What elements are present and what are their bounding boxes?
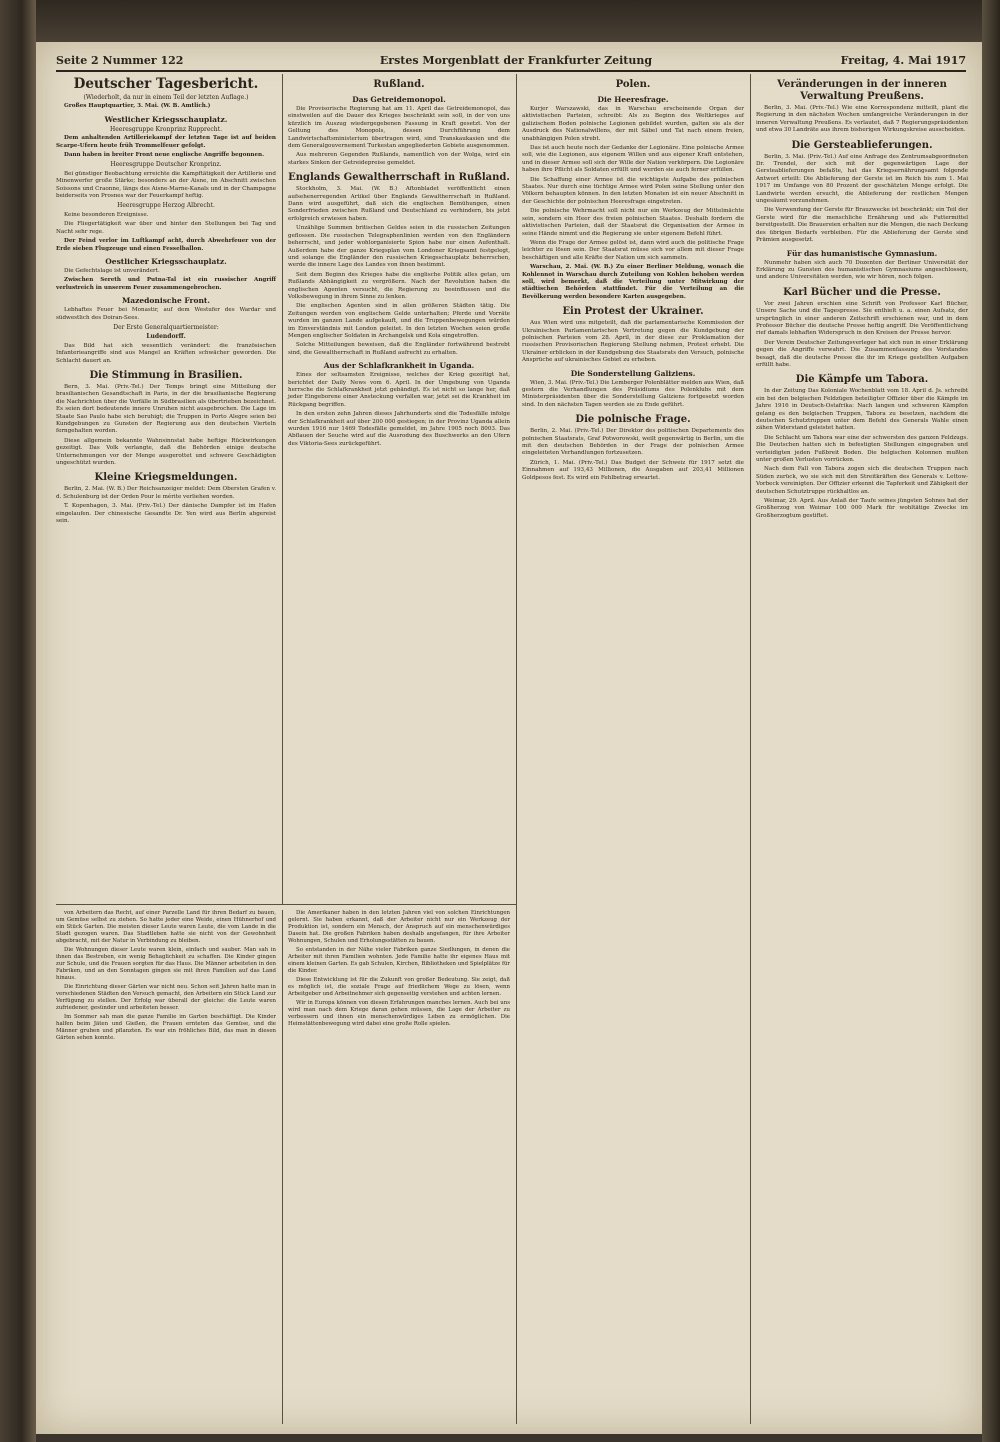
paragraph: Lebhaftes Feuer bei Monastir, auf dem Westufer des Wardar und südwestlich des Doiran-Sees. [56,307,276,321]
paragraph: Wir in Europa können von diesen Erfahrungen manches lernen. Auch bei uns wird man nach dem Kriege daran gehen müssen, die Lage der Arbeiter zu verbessern und ihnen ein menschenwürdiges Leben zu ermöglichen. Die Heimstättenbewegung wird dabei eine große Rolle spielen. [288,999,510,1027]
paragraph: Die Verwendung der Gerste für Brauzwecke ist beschränkt; ein Teil der Gerste wird für die menschliche Ernährung und als Futtermittel bereitgestellt. Die Brauereien erhalten nur die Mengen, die nach Deckung des übrigen Bedarfs verbleiben. Für die Ablieferung der Gerste sind Prämien ausgesetzt. [756,207,968,244]
article-title: Englands Gewaltherrschaft in Rußland. [288,172,510,184]
paragraph: Die Provisorische Regierung hat am 11. April das Getreidemonopol, das einstweilen auf die Dauer des Krieges beschränkt sein soll, in der von uns kürzlich im Auszug wiedergegebenen Fassung in Kraft gesetzt. Von der Geltung des Monopols, dessen Durchführung dem Landwirtschaftsministerium übertragen wird, sind Transkaukasien und die dem Generalgouvernement Turkestan angegliederten Gebiete ausgenommen. [288,106,510,150]
feuilleton-column-2 [288,910,510,1030]
paragraph: Die Gefechtslage ist unverändert. [64,267,160,274]
paragraph: Warschau, 2. Mai. (W. B.) Zu einer Berliner Meldung, wonach die Kohlennot in Warschau durch Zuteilung von Kohlen behoben werden soll, wird bemerkt, daß die Verteilung unter Mitwirkung der städtischen Behörden stattfindet. Für die Verteilung an die Bevölkerung werden besondere Karten ausgegeben. [522,264,744,300]
paragraph: Im Sommer sah man die ganze Familie im Garten beschäftigt. Die Kinder halfen beim Jäten und Gießen, die Frauen ernteten das Gemüse, und die Männer gruben und pflanzten. Es war ein fröhliches Bild, das man in diesen Gärten sehen konnte. [56,1013,276,1042]
column-3 [522,74,744,484]
section-heading: Westlicher Kriegsschauplatz. [104,114,228,124]
article-title: Die Stimmung in Brasilien. [89,369,243,381]
paragraph: Die Fliegertätigkeit war über und hinter den Stellungen bei Tag und Nacht sehr rege. [56,221,276,235]
signature-name: Ludendorff. [146,333,186,341]
paragraph: Bei günstiger Beobachtung erreichte die Kampftätigkeit der Artillerie und Minenwerfer große Stärke; besonders an der Aisne, im Abschnitt zwischen Soissons und Craonne, längs des Aisne-Marne-Kanals und in der Champagne beiderseits von Prosnes war der Feuerkampf heftig. [56,170,276,200]
page-number: Seite 2 Nummer 122 [56,54,184,67]
paragraph: Die Wohnungen dieser Leute waren klein, einfach und sauber. Man sah in ihnen das Bestreben, ein wenig Behaglichkeit zu schaffen. Die Kinder gingen zur Schule, und die Frauen sorgten für das Haus. Die Männer arbeiteten in den Fabriken, und an den Sonntagen gingen sie mit ihren Familien auf das Land hinaus. [56,946,276,982]
column-rule [750,74,751,1424]
column-4 [756,74,968,522]
feuilleton-column-1 [56,910,276,1044]
paper-title: Erstes Morgenblatt der Frankfurter Zeitung [379,54,653,67]
paragraph: Berlin, 3. Mai. (Priv.-Tel.) Auf eine Anfrage des Zentrumsabgeordneten Dr. Trendel, der sich mit der gegenwärtigen Lage der Gersteablieferungen befaßte, hat das Kriegsernährungsamt folgende Antwort erteilt: Die Ablieferung der Gerste ist im Reich bis zum 1. Mai 1917 im Umfange von 80 Prozent der geschätzten Menge erfolgt. Die Landwirte werden ersucht, die Ablieferung der restlichen Mengen ungesäumt vorzunehmen. [756,153,968,205]
article-title: Polen. [615,79,651,90]
book-binding [0,0,36,1442]
paragraph: Wenn die Frage der Armee gelöst ist, dann wird auch die politische Frage leichter zu lösen sein. Der Staatsrat müsse sich vor allem mit dieser Frage beschäftigen und alle Kräfte der Nation um sich sammeln. [522,239,744,261]
signature-title: Der Erste Generalquartiermeister: [113,323,219,331]
paragraph: Bern, 3. Mai. (Priv.-Tel.) Der Temps bringt eine Mitteilung der brasilianischen Gesandtschaft in Paris, in der die brasilianische Regierung die Nachrichten über die Vorfälle in Südbrasilien als übertrieben bezeichnet. Es seien dort bedeutende innere Unruhen nicht ausgebrochen. Die Lage im Staate Sao Paulo habe sich beruhigt; die Truppen in Porto Alegre seien bei Kundgebungen zu Gunsten der Regierung aus den deutschen Vierteln ferngehalten worden. [56,383,276,435]
article-subtitle: Das Getreidemonopol. [352,95,446,104]
article-title: Karl Bücher und die Presse. [783,286,941,298]
paragraph: Keine besonderen Ereignisse. [64,211,149,218]
army-group: Heeresgruppe Deutscher Kronprinz. [110,161,222,169]
paragraph: Aus mehreren Gegenden Rußlands, namentlich von der Wolga, wird ein starkes Sinken der Getreidepreise gemeldet. [288,152,510,166]
paragraph: Berlin, 2. Mai. (W. B.) Der Reichsanzeiger meldet: Dem Obersten Grafen v. d. Schulenburg ist der Orden Pour le mérite verliehen worden. [56,486,276,500]
masthead [56,52,966,72]
article-note: (Wiederholt, da nur in einem Teil der letzten Auflage.) [83,94,249,101]
paragraph: Das ist auch heute noch der Gedanke der Legionäre. Eine polnische Armee soll, wie die Legionen, aus eigenem Willen und aus eigener Kraft entstehen, und in dieser Armee soll sich der Wille der Nation verkörpern. Die Legionäre haben ihre Pflicht als Soldaten erfüllt und werden sie auch ferner erfüllen. [522,145,744,174]
army-group: Heeresgruppe Kronprinz Rupprecht. [110,125,222,133]
paragraph: Vor zwei Jahren erschien eine Schrift von Professor Karl Bücher, Unsere Sache und die Tagespresse. Sie enthielt u. a. einen Aufsatz, der ursprünglich in einer anderen Zeitschrift erschienen war, und in dem Professor Bücher die deutsche Presse heftig angriff. Die Veröffentlichung rief damals lebhaften Widerspruch in den Kreisen der Presse hervor. [756,300,968,337]
paragraph: Die Schlacht um Tabora war eine der schwersten des ganzen Feldzugs. Die Deutschen hatten sich in befestigten Stellungen eingegraben und verteidigten jeden Fußbreit Boden. Die belgischen Kolonnen mußten unter großen Verlusten vorrücken. [756,434,968,464]
column-rule [516,74,517,1424]
section-heading: Oestlicher Kriegsschauplatz. [105,256,227,266]
column-2 [288,74,510,450]
paragraph: Nunmehr haben sich auch 70 Dozenten der Berliner Universität der Erklärung zu Gunsten des humanistischen Gymnasiums angeschlossen, und andere Universitäten werden, wie wir hören, noch folgen. [756,259,968,281]
paragraph: Die Schaffung einer Armee ist die wichtigste Aufgabe des polnischen Staates. Nur durch eine tüchtige Armee wird Polen seine Stellung unter den Völkern behaupten können. In den letzten Monaten ist ein neuer Abschnitt in der Geschichte der polnischen Heeresfrage eingetreten. [522,176,744,205]
paragraph: von Arbeitern das Recht, auf einer Parzelle Land für ihren Bedarf zu bauen, um Gemüse selbst zu ziehen. So hatte jeder eine Weide, einen Hühnerhof und ein Stück Garten. Die meisten dieser Leute waren Leute, die vom Lande in die Stadt gezogen waren. Das Stadtleben hatte sie nicht von der Gewohnheit abgebracht, mit der Natur in Verbindung zu bleiben. [56,910,276,945]
column-rule [282,910,283,1424]
page-edge [982,0,1000,1442]
dateline: Großes Hauptquartier, 3. Mai. (W. B. Amtlich.) [64,103,211,110]
paragraph: Der Feind verlor im Luftkampf acht, durch Abwehrfeuer von der Erde sieben Flugzeuge und einen Fesselballon. [56,238,276,252]
article-subtitle: Die Heeresfrage. [597,95,669,104]
article-title: Die Kämpfe um Tabora. [795,374,929,386]
army-group: Heeresgruppe Herzog Albrecht. [117,202,215,210]
article-title: Deutscher Tagesbericht. [73,76,259,92]
paragraph: Dann haben in breiter Front neue englische Angriffe begonnen. [64,152,265,159]
paragraph: Zürich, 1. Mai. (Priv.-Tel.) Das Budget der Schweiz für 1917 setzt die Einnahmen auf 193,43 Millionen, die Ausgaben auf 203,41 Millionen Goldpesos fest. Es wird ein Fehlbetrag erwartet. [522,459,744,481]
column-rule [282,74,283,904]
paragraph: Die englischen Agenten sind in allen größeren Städten tätig. Die Zeitungen werden von englischem Gelde unterhalten; Pferde und Vorräte wurden im ganzen Lande aufgekauft, und die Truppenbewegungen würden im Einverständnis mit London geleitet. In den letzten Wochen seien große Mengen englischer Soldaten in Archangelsk und Kola eingetroffen. [288,303,510,339]
column-1 [56,74,276,527]
paragraph: Dem anhaltenden Artilleriekampf der letzten Tage ist auf beiden Scarpe-Ufern heute früh Trommelfeuer gefolgt. [56,135,276,149]
paragraph: Zwischen Sereth und Putna-Tal ist ein russischer Angriff verlustreich in unserem Feuer zusammengebrochen. [56,277,276,291]
article-title: Ein Protest der Ukrainer. [562,306,704,318]
paragraph: Das Bild hat sich wesentlich verändert: die französischen Infanterieangriffe sind aus Mangel an Kräften schwächer geworden. Die Schlacht dauert an. [56,342,276,364]
paragraph: Der Verein Deutscher Zeitungsverleger hat sich nun in einer Erklärung gegen die Angriffe verwahrt. Die Zusammenfassung des Vorstandes besagt, daß die deutsche Presse die ihr im Kriege gestellten Aufgaben erfüllt habe. [756,339,968,368]
article-title: Die Gersteablieferungen. [791,139,933,151]
paragraph: Kurjer Warszawski, das in Warschau erscheinende Organ der aktivistischen Parteien, schreibt: Als zu Beginn des Weltkrieges auf galizischem Boden polnische Legionen gebildet wurden, galten sie als der Ausdruck des Nationalwillens, der mit Säbel und Tat nach einem freien, unabhängigen Polen strebt. [522,106,744,142]
article-title: Für das humanistische Gymnasium. [786,248,938,258]
paragraph: Stockholm, 3. Mai. (W. B.) Aftonbladet veröffentlicht einen aufsehenerregenden Artikel über Englands Gewaltherrschaft in Rußland. Dann wird ausgeführt, daß sich die englischen Bemühungen, einen Sonderfrieden zwischen Rußland und Deutschland zu verhindern, bis jetzt erfolgreich erwiesen haben. [288,186,510,222]
feuilleton-rule [56,904,516,905]
article-title: Die polnische Frage. [575,414,691,426]
paragraph: Unzählige Summen britischen Geldes seien in die russischen Zeitungen geflossen. Die russischen Telegraphenlinien werden von den Engländern beherrscht, und jeder wohlorganisierte Spion habe nur einen Aufenthalt. Außerdem habe der ganze Kriegsplan vom Londoner Kriegsamt festgelegt, und solange die Engländer den russischen Kriegsschauplatz beherrschen, werde die innere Lage des Landes von ihnen bestimmt. [288,225,510,269]
article-title: Veränderungen in der inneren Verwaltung Preußens. [777,79,947,102]
paragraph: Eines der seltsamsten Ereignisse, welches der Krieg gezeitigt hat, berichtet der Daily News vom 6. April. In der Umgebung von Uganda herrsche die Schlafkrankheit jetzt gebändigt. Es ist nicht so lange her, daß jeder Eingeborene einer Ansteckung verfallen war, jetzt sei die Krankheit im Rückgang begriffen. [288,372,510,408]
paragraph: Nach dem Fall von Tabora zogen sich die deutschen Truppen nach Süden zurück, wo sie sich mit den Streitkräften des Generals v. Lettow-Vorbeck vereinigten. Der Offizier erkennt die Tapferkeit und Zähigkeit der deutschen Schutztruppe rückhaltlos an. [756,466,968,495]
article-title: Aus der Schlafkrankheit in Uganda. [323,361,475,371]
paragraph: Weimar, 29. April. Aus Anlaß der Taufe seines jüngsten Sohnes hat der Großherzog von Weimar 100 000 Mark für wohltätige Zwecke im Großherzogtum gestiftet. [756,498,968,519]
section-heading: Mazedonische Front. [121,296,211,306]
paragraph: Diese allgemein bekannte Wahnsinnstat habe heftige Rückwirkungen gezeitigt. Das Volk verlangte, daß die Behörden einige deutsche Unternehmungen vor der Menge ausgerottet und schwere Geschädigten ungeschützt wurden. [56,437,276,467]
paragraph: Diese Entwicklung ist für die Zukunft von großer Bedeutung. Sie zeigt, daß es möglich ist, die soziale Frage auf friedlichem Wege zu lösen, wenn Arbeitgeber und Arbeitnehmer sich gegenseitig verstehen und achten lernen. [288,976,510,998]
paragraph: Die Amerikaner haben in den letzten Jahren viel von solchen Einrichtungen gelernt. Sie haben erkannt, daß der Arbeiter nicht nur ein Werkzeug der Produktion ist, sondern ein Mensch, der Anspruch auf ein menschenwürdiges Dasein hat. Die großen Fabriken haben deshalb angefangen, für ihre Arbeiter Wohnungen, Schulen und Erholungsstätten zu bauen. [288,910,510,945]
paragraph: Die Einrichtung dieser Gärten war nicht neu. Schon seit Jahren hatte man in verschiedenen Städten den Versuch gemacht, den Arbeitern ein Stück Land zur Verfügung zu stellen. Der Erfolg war überall der gleiche: die Leute waren zufriedener, gesünder und arbeiteten besser. [56,983,276,1012]
paragraph: In der Zeitung Das Koloniale Wochenblatt vom 18. April d. Js. schreibt ein bei den belgischen Feldzügen beteiligter Offizier über die Kämpfe im Jahre 1916 in Deutsch-Ostafrika: Nach langen und schweren Kämpfen gelang es den belgischen Truppen, Tabora zu besetzen, nachdem die deutschen Schutztruppen unter dem Befehl des Generals Wahle einen zähen Widerstand geleistet hatten. [756,388,968,432]
scan-top-border [36,0,982,42]
paragraph: Die polnische Wehrmacht soll nicht nur ein Werkzeug der Mittelmächte sein, sondern ein Heer des freien polnischen Staates. Deshalb fordern die aktivistischen Parteien, daß der Staatsrat die Organisation der Armee in seine Hände nimmt und die Regierung sie unter eigenem Befehl führt. [522,208,744,237]
article-title: Die Sonderstellung Galiziens. [570,368,696,378]
paragraph: Wien, 3. Mai. (Priv.-Tel.) Die Lemberger Polenblätter melden aus Wien, daß gestern die Verhandlungen des Präsidiums des Polenklubs mit dem Ministerpräsidenten über die Sonderstellung Galiziens fortgesetzt worden sind. In den nächsten Tagen werden sie zu Ende geführt. [522,379,744,408]
paragraph: Berlin, 2. Mai. (Priv.-Tel.) Der Direktor des politischen Departements des polnischen Staatsrats, Graf Potworowski, weilt gegenwärtig in Berlin, um die mit den deutschen Behörden in der Frage der polnischen Armee eingeleiteten Verhandlungen fortzusetzen. [522,428,744,457]
issue-date: Freitag, 4. Mai 1917 [840,54,966,67]
paragraph: Aus Wien wird uns mitgeteilt, daß die parlamentarische Kommission der Ukrainischen Parlamentarischen Vertretung gegen die Kundgebung der polnischen Parteien vom 28. April, in der diese zur Proklamation der russischen Provisorischen Regierung Stellung nehmen, Protest erhebt. Die Ukrainer erblicken in der Kundgebung des Staatsrats den Versuch, polnische Ansprüche auf ukrainisches Gebiet zu erheben. [522,320,744,364]
paragraph: In den ersten zehn Jahren dieses Jahrhunderts sind die Todesfälle infolge der Schlafkrankheit auf über 200 000 gestiegen; in der Provinz Uganda allein wurden 1916 nur 1469 Todesfälle gemeldet, im Jahre 1905 noch 8003. Das Abflauen der Seuche wird auf die Ausrodung des Buschwerks an den Ufern des Viktoria-Sees zurückgeführt. [288,411,510,447]
paragraph: So entstanden in der Nähe vieler Fabriken ganze Siedlungen, in denen die Arbeiter mit ihren Familien wohnten. Jede Familie hatte ihr eigenes Haus mit einem kleinen Garten. Es gab Schulen, Kirchen, Bibliotheken und Spielplätze für die Kinder. [288,946,510,975]
newspaper-page [36,42,982,1434]
paragraph: Solche Mitteilungen beweisen, daß die Engländer fortwährend bestrebt sind, die Gewaltherrschaft in Rußland aufrecht zu erhalten. [288,342,510,356]
paragraph: Berlin, 3. Mai. (Priv.-Tel.) Wie eine Korrespondenz mitteilt, plant die Regierung in den nächsten Wochen umfangreiche Veränderungen in der inneren Verwaltung Preußens. Es verlautet, daß 7 Regierungspräsidenten und etwa 30 Landräte aus ihrem bisherigen Wirkungskreise ausscheiden. [756,105,968,134]
article-title: Kleine Kriegsmeldungen. [94,472,238,484]
paragraph: Seit dem Beginn des Krieges habe die englische Politik alles getan, um Rußlands Abhängigkeit zu vergrößern. Nach der Revolution haben die englischen Agenten versucht, die Regierung zu beeinflussen und die Volksbewegung in ihrem Sinne zu lenken. [288,271,510,300]
paragraph: T. Kopenhagen, 3. Mai. (Priv.-Tel.) Der dänische Dampfer ist im Hafen eingelaufen. Der chinesische Gesandte Dr. Yen wird aus Berlin abgereist sein. [56,503,276,525]
article-title: Rußland. [373,79,425,90]
